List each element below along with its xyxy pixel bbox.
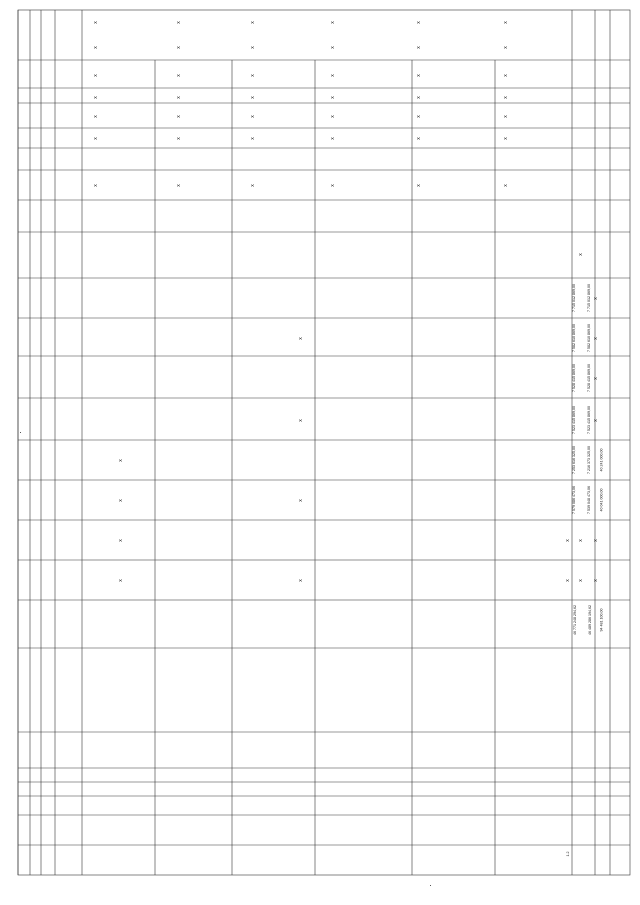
marker-x: x	[175, 137, 182, 140]
marker-x: x	[249, 137, 256, 140]
row-value-2016: 7 216 373 325,00	[586, 446, 591, 474]
indicator-base-4: x	[329, 184, 336, 187]
marker-x: x	[592, 539, 599, 542]
marker-x: x	[92, 137, 99, 140]
marker-x: x	[564, 579, 571, 582]
marker-x: x	[117, 499, 124, 502]
marker-x: x	[502, 137, 509, 140]
marker-x: x	[297, 579, 304, 582]
marker-x: x	[249, 96, 256, 99]
marker-x: x	[502, 96, 509, 99]
row-value-2018: 7 528 415 869,00	[571, 364, 576, 392]
marker-x: x	[92, 21, 99, 24]
row-total-value: 46 489 286 194,62	[587, 605, 592, 635]
row-value-2015: 7 539 048 473,06	[586, 486, 591, 514]
marker-x: x	[329, 21, 336, 24]
marker-x: x	[415, 46, 422, 49]
marker-x: x	[297, 419, 304, 422]
marker-x: x	[249, 74, 256, 77]
row-value-2020: 7 715 012 869,00	[586, 284, 591, 312]
row-total-value: 94 481 100,00	[599, 608, 604, 632]
row-value-2016: 40 241 000,00	[599, 448, 604, 472]
marker-x: x	[592, 419, 599, 422]
marker-x: x	[592, 579, 599, 582]
marker-x: x	[577, 579, 584, 582]
marker-x: x	[329, 46, 336, 49]
row-value-2015: 40 041 000,00	[599, 488, 604, 512]
marker-x: x	[502, 21, 509, 24]
indicator-base-1: x	[92, 184, 99, 187]
row-value-2015: 7 579 086 473,06	[571, 486, 576, 514]
marker-x: x	[117, 539, 124, 542]
scan-speck	[430, 885, 431, 886]
marker-x: x	[92, 46, 99, 49]
marker-x: x	[329, 115, 336, 118]
row-value-2019: 7 582 610 869,00	[571, 324, 576, 352]
marker-x: x	[249, 115, 256, 118]
marker-x: x	[415, 137, 422, 140]
row-value-2017: 7 523 415 869,00	[571, 406, 576, 434]
marker-x: x	[92, 115, 99, 118]
marker-x: x	[117, 579, 124, 582]
marker-x: x	[117, 459, 124, 462]
marker-x: x	[329, 96, 336, 99]
marker-x: x	[175, 115, 182, 118]
marker-x: x	[415, 21, 422, 24]
marker-x: x	[502, 115, 509, 118]
marker-x: x	[577, 253, 584, 256]
marker-x: x	[502, 46, 509, 49]
marker-x: x	[92, 74, 99, 77]
indicator-base-3: x	[249, 184, 256, 187]
row-number: 1.2	[566, 851, 570, 857]
marker-x: x	[297, 499, 304, 502]
marker-x: x	[415, 115, 422, 118]
row-total-value: 46 771 248 294,62	[572, 605, 577, 635]
marker-x: x	[92, 96, 99, 99]
marker-x: x	[502, 74, 509, 77]
marker-x: x	[592, 377, 599, 380]
row-value-2020: 7 715 012 869,00	[571, 284, 576, 312]
indicator-base-2: x	[175, 184, 182, 187]
marker-x: x	[297, 337, 304, 340]
row-value-2019: 7 582 610 869,00	[586, 324, 591, 352]
marker-x: x	[249, 21, 256, 24]
marker-x: x	[415, 96, 422, 99]
indicator-base-5: x	[415, 184, 422, 187]
marker-x: x	[175, 74, 182, 77]
marker-x: x	[175, 46, 182, 49]
marker-x: x	[564, 539, 571, 542]
marker-x: x	[249, 46, 256, 49]
marker-x: x	[329, 74, 336, 77]
marker-x: x	[175, 21, 182, 24]
marker-x: x	[175, 96, 182, 99]
scan-speck	[20, 432, 21, 433]
marker-x: x	[329, 137, 336, 140]
row-value-2017: 7 523 415 869,00	[586, 406, 591, 434]
marker-x: x	[415, 74, 422, 77]
indicator-base-6: x	[502, 184, 509, 187]
row-value-2016: 7 253 616 325,00	[571, 446, 576, 474]
marker-x: x	[592, 337, 599, 340]
marker-x: x	[577, 539, 584, 542]
marker-x: x	[592, 297, 599, 300]
row-value-2018: 7 528 415 869,00	[586, 364, 591, 392]
